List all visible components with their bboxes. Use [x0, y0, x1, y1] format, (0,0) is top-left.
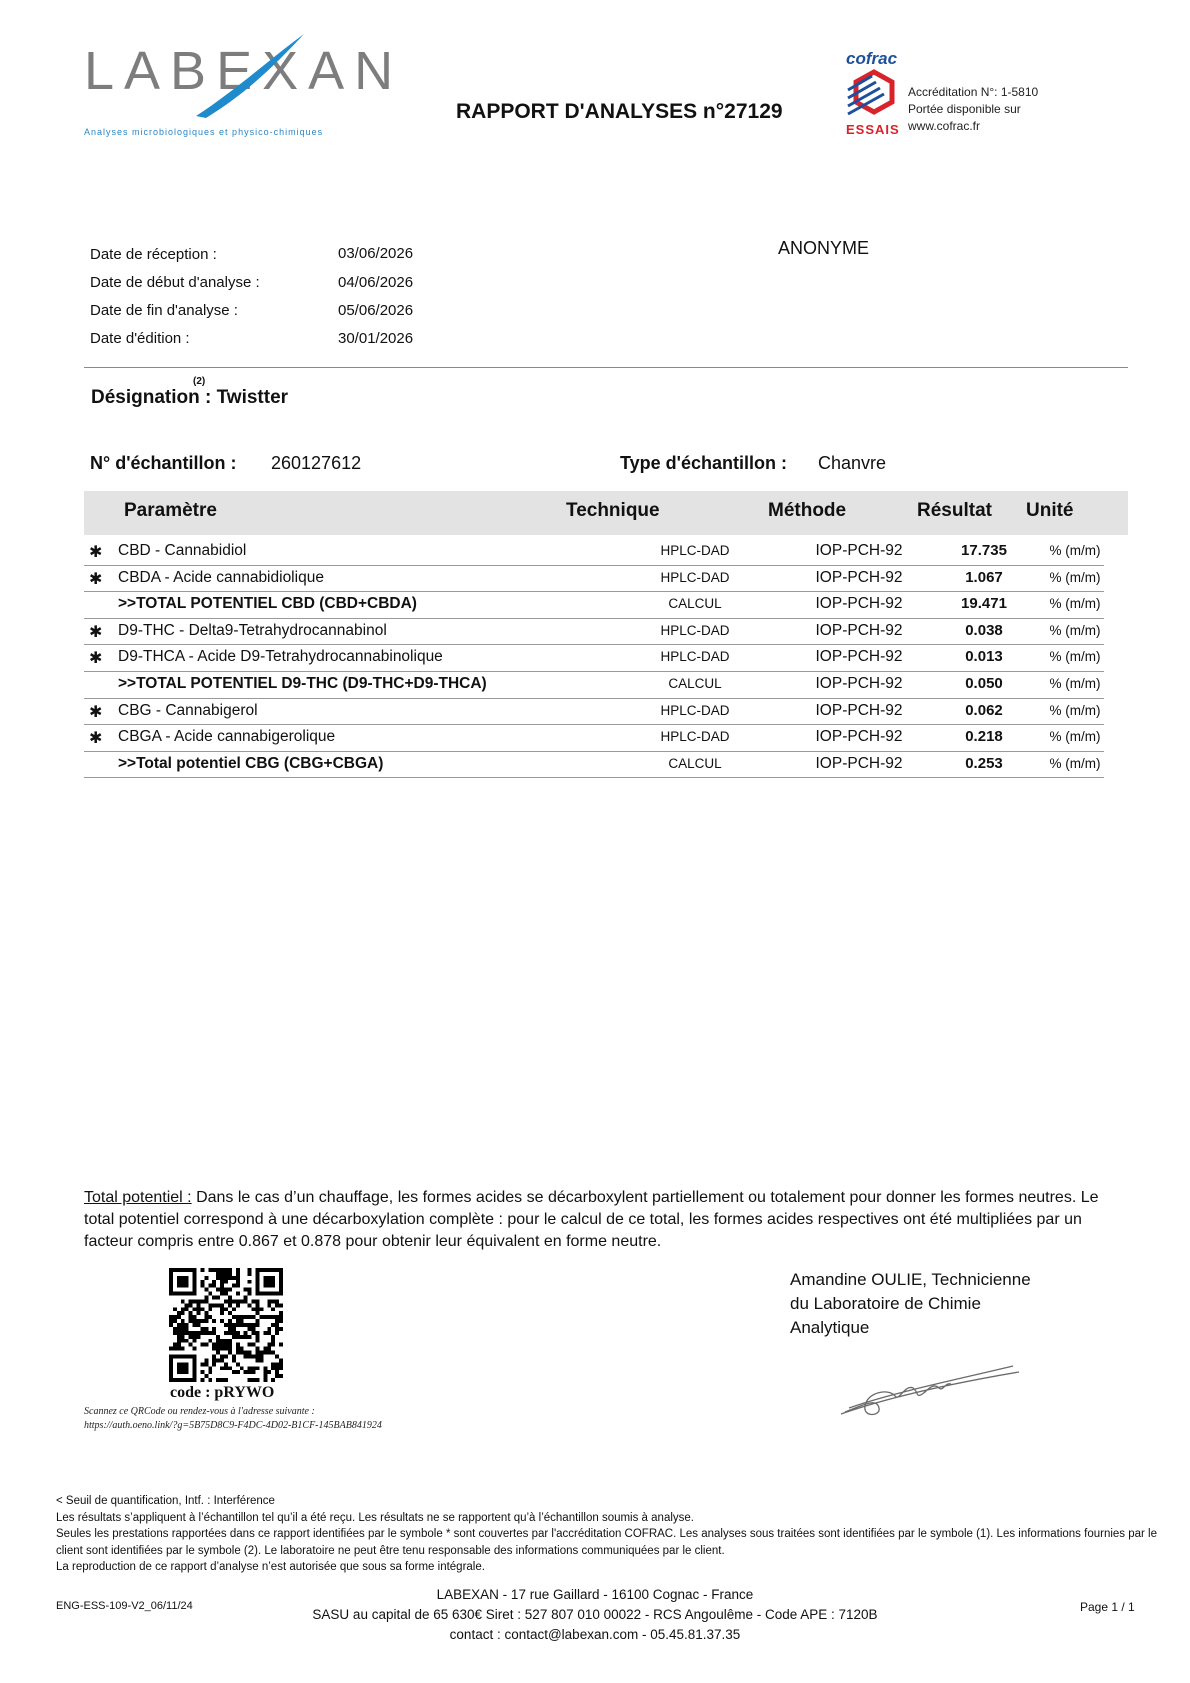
unit-cell: % (m/m) — [1049, 543, 1101, 558]
fine-print-line: Les résultats s’appliquent à l’échantillon tel qu’il a été reçu. Les résultats ne se rapportent qu’à l’échantillon soumis à analyse. — [56, 1511, 694, 1524]
logo-subtitle: Analyses microbiologiques et physico-chimiques — [84, 127, 324, 137]
page-number: Page 1 / 1 — [1080, 1600, 1135, 1614]
result-cell: 17.735 — [961, 542, 1007, 559]
qr-code-icon[interactable] — [169, 1268, 283, 1382]
fine-print-line: La reproduction de ce rapport d’analyse n’est autorisée que sous sa forme intégrale. — [56, 1561, 485, 1573]
unit-cell: % (m/m) — [1049, 649, 1101, 665]
parameter-cell: CBGA - Acide cannabigerolique — [118, 728, 336, 746]
parameter-cell: >>TOTAL POTENTIEL D9-THC (D9-THC+D9-THCA) — [118, 675, 487, 692]
table-row — [84, 645, 1104, 672]
technique-cell: HPLC-DAD — [660, 622, 730, 638]
result-cell: 0.062 — [965, 701, 1003, 719]
logo-swoosh-icon — [176, 30, 316, 120]
table-row — [84, 699, 1104, 726]
company-registration: SASU au capital de 65 630€ Siret : 527 807 010 00022 - RCS Angoulême - Code APE : 7120B — [312, 1607, 878, 1622]
column-header-result: Résultat — [917, 500, 992, 521]
total-potential-note — [84, 1187, 1132, 1253]
cofrac-essais: ESSAIS — [846, 122, 900, 137]
technique-cell: HPLC-DAD — [660, 569, 730, 585]
table-row — [84, 725, 1104, 752]
cofrac-logo — [846, 50, 902, 138]
parameter-cell: >>TOTAL POTENTIEL CBD (CBD+CBDA) — [118, 595, 417, 613]
designation: Désignation : Twistter — [91, 387, 289, 408]
client-name: ANONYME — [778, 238, 870, 258]
unit-cell: % (m/m) — [1049, 596, 1101, 612]
accreditation-star-icon: ✱ — [89, 703, 103, 721]
unit-cell: % (m/m) — [1049, 702, 1101, 718]
technique-cell: CALCUL — [668, 596, 722, 612]
technique-cell: CALCUL — [668, 755, 722, 771]
accreditation-info — [908, 84, 1038, 135]
signer-name: Amandine OULIE, Technicienne — [790, 1270, 1031, 1289]
qr-url-link[interactable]: https://auth.oeno.link/?g=5B75D8C9-F4DC-4D02-B1CF-145BAB841924 — [84, 1420, 382, 1431]
table-row — [84, 566, 1104, 593]
parameter-cell: D9-THCA - Acide D9-Tetrahydrocannabinolique — [118, 648, 443, 666]
technique-cell: HPLC-DAD — [660, 543, 730, 558]
result-cell: 0.253 — [965, 754, 1003, 772]
date-value: 05/06/2026 — [338, 302, 414, 319]
note-title: Total potentiel : — [84, 1189, 192, 1206]
table-row — [84, 752, 1104, 779]
method-cell: IOP-PCH-92 — [815, 675, 903, 692]
company-footer — [280, 1585, 910, 1645]
date-value: 03/06/2026 — [338, 245, 414, 262]
parameter-cell: D9-THC - Delta9-Tetrahydrocannabinol — [118, 621, 387, 639]
accreditation-star-icon: ✱ — [89, 730, 103, 748]
result-cell: 1.067 — [965, 568, 1003, 586]
parameter-cell: CBDA - Acide cannabidiolique — [118, 568, 324, 586]
document-reference: ENG-ESS-109-V2_06/11/24 — [56, 1600, 193, 1612]
signer-block — [790, 1268, 1031, 1340]
parameter-cell: CBD - Cannabidiol — [118, 542, 247, 559]
qr-instruction-text: Scannez ce QRCode ou rendez-vous à l'adresse suivante : — [84, 1406, 315, 1417]
signer-title: du Laboratoire de Chimie — [790, 1294, 981, 1313]
method-cell: IOP-PCH-92 — [815, 728, 903, 746]
date-value: 30/01/2026 — [338, 330, 414, 347]
accreditation-star-icon: ✱ — [89, 570, 103, 588]
sample-number-value: 260127612 — [271, 453, 362, 473]
technique-cell: HPLC-DAD — [660, 649, 730, 665]
result-cell: 0.218 — [965, 728, 1003, 746]
method-cell: IOP-PCH-92 — [815, 754, 903, 772]
qr-code-label: code : pRYWO — [170, 1384, 275, 1401]
qr-instructions — [84, 1405, 382, 1433]
technique-cell: HPLC-DAD — [660, 702, 730, 718]
column-header-unit: Unité — [1026, 500, 1074, 521]
table-row — [84, 539, 1104, 566]
accreditation-star-icon: ✱ — [89, 650, 103, 668]
accreditation-line: Portée disponible sur — [908, 102, 1021, 116]
date-label: Date de fin d'analyse : — [90, 302, 238, 319]
cofrac-wordmark: cofrac — [846, 49, 898, 68]
unit-cell: % (m/m) — [1049, 755, 1101, 771]
report-title: RAPPORT D'ANALYSES n°27129 — [456, 100, 783, 123]
method-cell: IOP-PCH-92 — [815, 542, 903, 559]
handwritten-signature — [835, 1362, 1025, 1420]
method-cell: IOP-PCH-92 — [815, 568, 903, 586]
method-cell: IOP-PCH-92 — [815, 595, 903, 613]
technique-cell: HPLC-DAD — [660, 729, 730, 745]
signer-title: Analytique — [790, 1318, 870, 1337]
table-row — [84, 592, 1104, 619]
labexan-logo: LABEXAN — [84, 41, 404, 101]
company-contact: contact : contact@labexan.com - 05.45.81.37.35 — [449, 1627, 741, 1642]
table-row — [84, 619, 1104, 646]
accreditation-link[interactable]: www.cofrac.fr — [908, 119, 981, 133]
method-cell: IOP-PCH-92 — [815, 701, 903, 719]
sample-type-label: Type d'échantillon : — [620, 453, 787, 473]
parameter-cell: >>Total potentiel CBG (CBG+CBGA) — [118, 754, 384, 772]
result-cell: 0.050 — [965, 675, 1003, 692]
column-header-parameter: Paramètre — [124, 500, 217, 521]
unit-cell: % (m/m) — [1049, 729, 1101, 745]
accreditation-star-icon: ✱ — [89, 544, 103, 561]
fine-print-line: Seules les prestations rapportées dans ce rapport identifiées par le symbole * sont couvertes par l'accréditation COFRAC. Les analyses sous traitées sont identifiées par le symbole (1). Les informations fournies par le client sont identifiées par le symbole (2). Le laboratoire ne peut être tenu responsable des informations communiquées par le client. — [56, 1528, 1157, 1557]
sample-number-label: N° d'échantillon : — [90, 453, 237, 473]
accreditation-star-icon: ✱ — [89, 623, 103, 641]
result-cell: 0.038 — [965, 621, 1003, 639]
unit-cell: % (m/m) — [1049, 676, 1101, 691]
column-header-method: Méthode — [768, 500, 847, 521]
parameter-cell: CBG - Cannabigerol — [118, 701, 258, 719]
result-cell: 19.471 — [961, 595, 1007, 613]
legal-fine-print — [56, 1493, 1176, 1576]
column-header-technique: Technique — [566, 500, 660, 521]
date-label: Date d'édition : — [90, 330, 190, 347]
date-value: 04/06/2026 — [338, 274, 414, 291]
company-address: LABEXAN - 17 rue Gaillard - 16100 Cognac - France — [436, 1587, 754, 1602]
date-label: Date de réception : — [90, 246, 217, 263]
cofrac-hexagon-icon — [846, 68, 902, 118]
method-cell: IOP-PCH-92 — [815, 648, 903, 666]
method-cell: IOP-PCH-92 — [815, 621, 903, 639]
date-label: Date de début d'analyse : — [90, 274, 260, 291]
technique-cell: CALCUL — [668, 676, 722, 691]
note-text: Dans le cas d’un chauffage, les formes acides se décarboxylent partiellement ou totalement pour donner les formes neutres. Le total potentiel correspond à une décarboxylation complète : pour le calcul de ce total, les formes acides respectives ont été multipliées par un facteur compris entre 0.867 et 0.878 pour obtenir leur équivalent en forme neutre. — [84, 1189, 1099, 1250]
table-row — [84, 672, 1104, 699]
fine-print-line: < Seuil de quantification, Intf. : Interférence — [56, 1495, 275, 1507]
sample-type-value: Chanvre — [818, 453, 887, 473]
divider — [84, 367, 1128, 368]
unit-cell: % (m/m) — [1049, 569, 1101, 585]
result-cell: 0.013 — [965, 648, 1003, 666]
accreditation-line: Accréditation N°: 1-5810 — [908, 85, 1039, 99]
unit-cell: % (m/m) — [1049, 622, 1101, 638]
designation-marker: (2) — [193, 376, 206, 387]
